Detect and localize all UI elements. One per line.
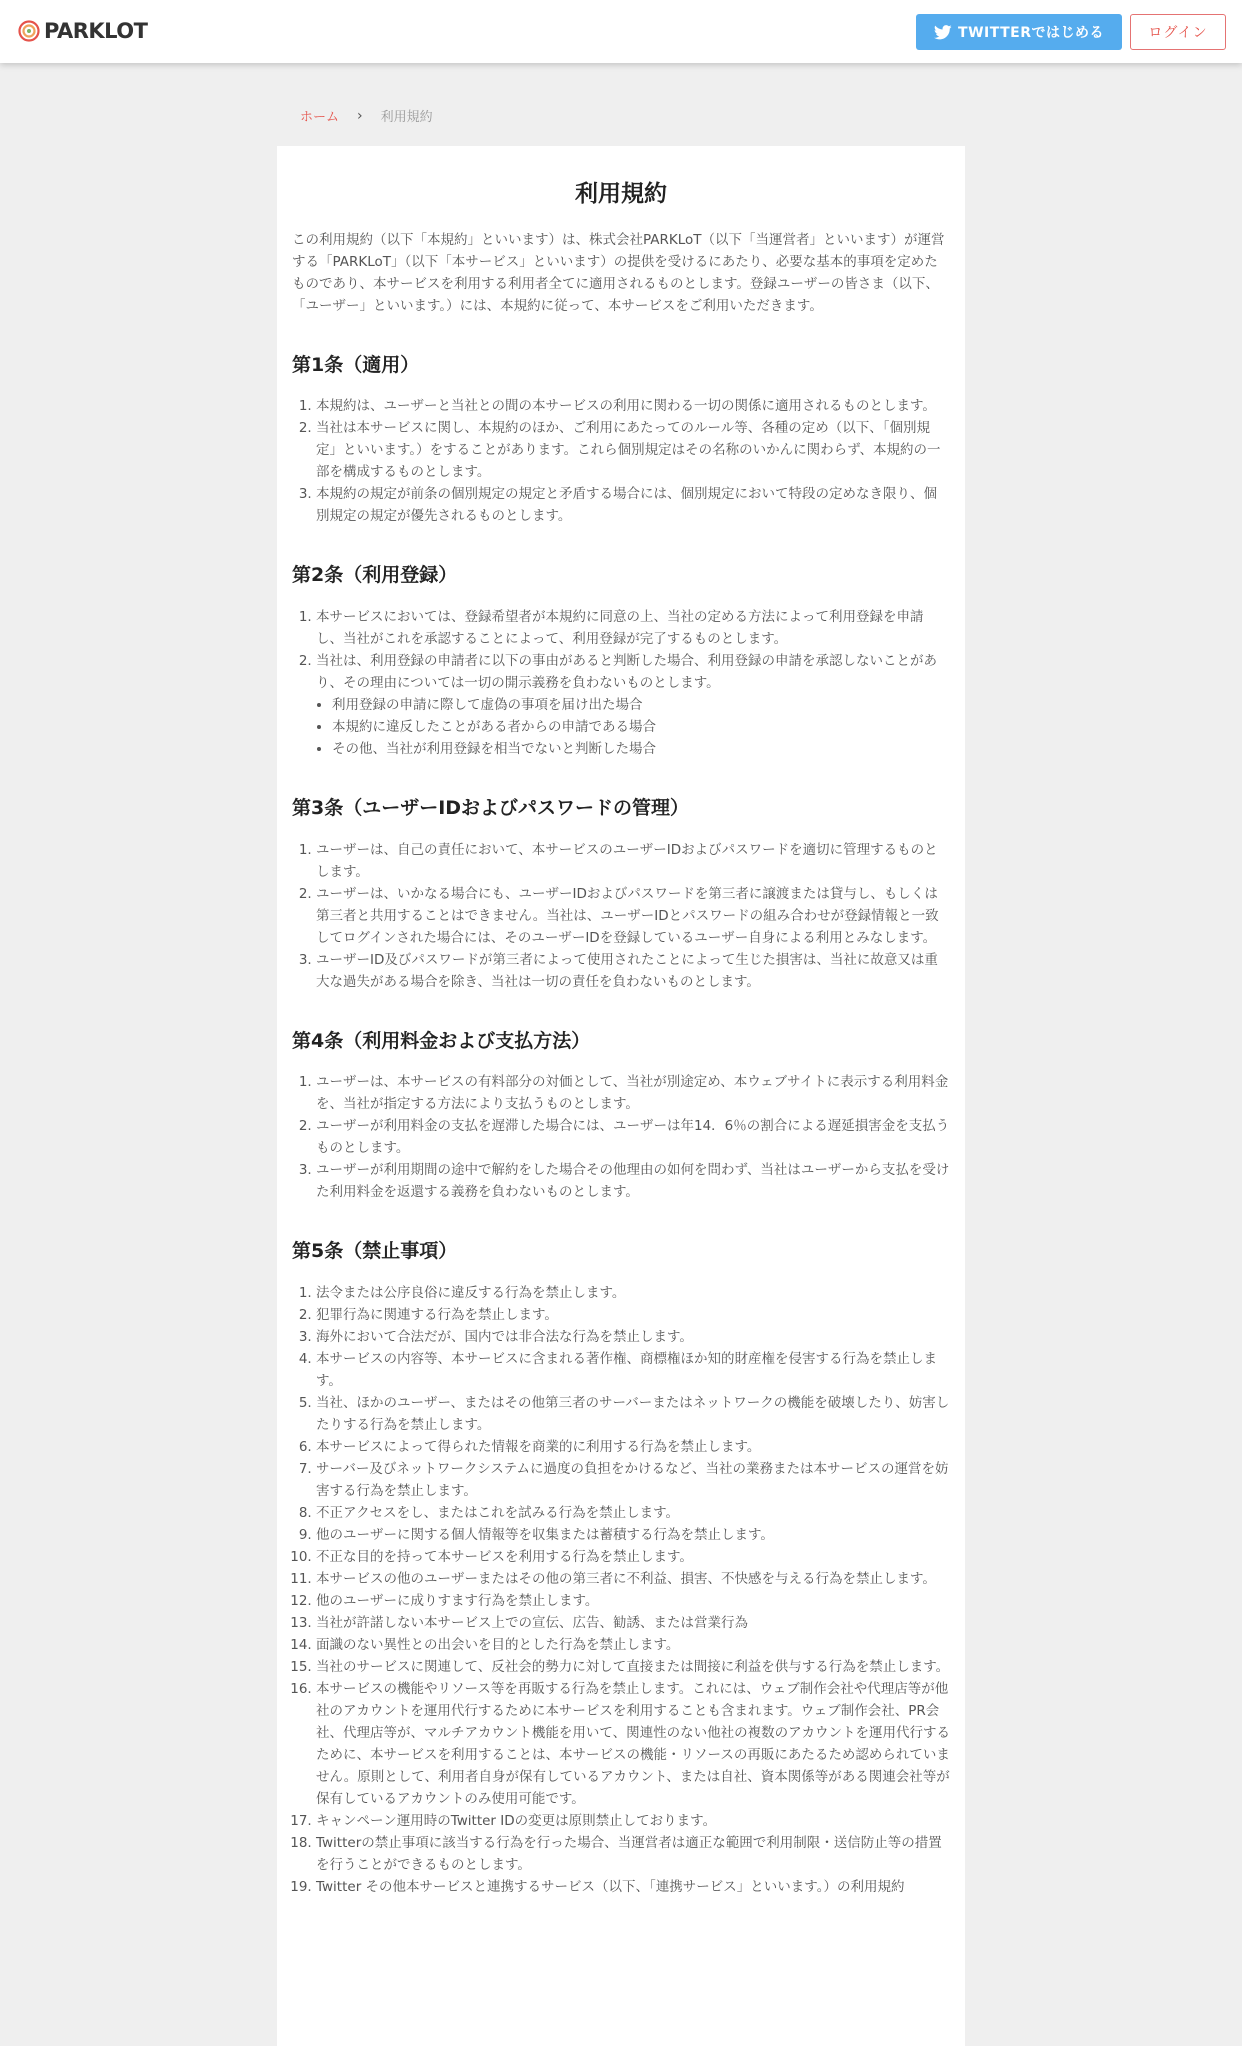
clause-item xyxy=(316,1348,950,1392)
article-heading: 第1条（適用） xyxy=(292,353,420,376)
clause-text: 面識のない異性との出会いを目的とした行為を禁止します。 xyxy=(316,1637,680,1654)
clause-item xyxy=(316,1436,950,1458)
clause-text: 犯罪行為に関連する行為を禁止します。 xyxy=(316,1307,558,1324)
clause-text: ユーザーは、本サービスの有料部分の対価として、当社が別途定め、本ウェブサイトに表示する利用料金を、当社が指定する方法により支払うものとします。 xyxy=(316,1074,949,1113)
clause-text: 当社が許諾しない本サービス上での宣伝、広告、勧誘、または営業行為 xyxy=(316,1615,748,1632)
twitter-bird-icon xyxy=(934,25,952,40)
breadcrumb-home-link[interactable]: ホーム xyxy=(300,110,340,125)
twitter-button-label: TWITTERではじめる xyxy=(958,25,1104,41)
clause-text: 当社、ほかのユーザー、またはその他第三者のサーバーまたはネットワークの機能を破壊したり、妨害したりする行為を禁止します。 xyxy=(316,1395,950,1434)
clause-text: ユーザーは、いかなる場合にも、ユーザーIDおよびパスワードを第三者に譲渡または貸与し、もしくは第三者と共用することはできません。当社は、ユーザーIDとパスワードの組み合わせが登録情報と一致してログインされた場合には、そのユーザーIDを登録しているユーザー自身による利用とみなします。 xyxy=(316,885,939,946)
clause-item xyxy=(316,650,950,760)
article-clause-list xyxy=(292,606,950,760)
clause-text: 本規約の規定が前条の個別規定の規定と矛盾する場合には、個別規定において特段の定めなき限り、個別規定の規定が優先されるものとします。 xyxy=(316,486,937,525)
clause-item xyxy=(316,1546,950,1568)
breadcrumb xyxy=(300,106,433,125)
breadcrumb-separator-icon: › xyxy=(357,107,363,124)
clause-item xyxy=(316,417,950,483)
clause-text: ユーザーID及びパスワードが第三者によって使用されたことによって生じた損害は、当社に故意又は重大な過失がある場合を除き、当社は一切の責任を負わないものとします。 xyxy=(316,951,938,990)
terms-articles xyxy=(292,353,950,1898)
clause-text: 他のユーザーに関する個人情報等を収集または蓄積する行為を禁止します。 xyxy=(316,1527,774,1544)
clause-text: 本サービスの機能やリソース等を再販する行為を禁止します。これには、ウェブ制作会社や代理店等が他社のアカウントを運用代行するために本サービスを利用することも含まれます。ウェブ制作会社、PR会社、代理店等が、マルチアカウント機能を用いて、関連性のない他社の複数のアカウントを運用代行するために、本サービスを利用することは、本サービスの機能・リソースの再販にあたるため認められていません。原則として、利用者自身が保有しているアカウント、または自社、資本関係等がある関連会社等が保有しているアカウントのみ使用可能です。 xyxy=(316,1681,950,1808)
logo-text: PARKLOT xyxy=(44,19,148,43)
terms-intro: この利用規約（以下「本規約」といいます）は、株式会社PARKLoT（以下「当運営者」といいます）が運営する「PARKLoT」（以下「本サービス」といいます）の提供を受けるにあたり、必要な基本的事項を定めたものであり、本サービスを利用する利用者全てに適用されるものとします。登録ユーザーの皆さま（以下、「ユーザー」といいます。）には、本規約に従って、本サービスをご利用いただきます。 xyxy=(292,231,945,314)
parklot-logo-icon xyxy=(18,20,40,42)
article-heading: 第4条（利用料金および支払方法） xyxy=(292,1029,591,1052)
breadcrumb-current: 利用規約 xyxy=(380,110,433,125)
clause-text: キャンペーン運用時のTwitter IDの変更は原則禁止しております。 xyxy=(316,1813,717,1830)
clause-text: ユーザーが利用期間の途中で解約をした場合その他理由の如何を問わず、当社はユーザーから支払を受けた利用料金を返還する義務を負わないものとします。 xyxy=(316,1162,950,1201)
clause-text: Twitterの禁止事項に該当する行為を行った場合、当運営者は適正な範囲で利用制限・送信防止等の措置を行うことができるものとします。 xyxy=(316,1835,942,1874)
article-clause-list xyxy=(292,839,950,993)
article-clause-list xyxy=(292,1071,950,1203)
clause-item xyxy=(316,606,950,650)
clause-text: 本サービスにおいては、登録希望者が本規約に同意の上、当社の定める方法によって利用登録を申請し、当社がこれを承認することによって、利用登録が完了するものとします。 xyxy=(316,608,924,647)
clause-text: 法令または公序良俗に違反する行為を禁止します。 xyxy=(316,1285,626,1302)
clause-text: 当社のサービスに関連して、反社会的勢力に対して直接または間接に利益を供与する行為を禁止します。 xyxy=(316,1659,950,1676)
article-section xyxy=(292,1239,950,1898)
article-clause-list xyxy=(292,1282,950,1898)
clause-item xyxy=(316,1326,950,1348)
bullet-item: • 本規約に違反したことがある者からの申請である場合 xyxy=(332,716,950,738)
site-header xyxy=(0,0,1242,63)
clause-item xyxy=(316,1524,950,1546)
clause-item xyxy=(316,883,950,949)
clause-item xyxy=(316,1810,950,1832)
clause-item xyxy=(316,1071,950,1115)
clause-item xyxy=(316,1502,950,1524)
clause-item xyxy=(316,1159,950,1203)
terms-card xyxy=(277,146,965,2046)
article-section xyxy=(292,563,950,760)
login-button[interactable]: ログイン xyxy=(1130,14,1226,50)
clause-text: 本規約は、ユーザーと当社との間の本サービスの利用に関わる一切の関係に適用されるものとします。 xyxy=(316,398,936,415)
clause-item xyxy=(316,1832,950,1876)
clause-item xyxy=(316,1590,950,1612)
clause-text: 他のユーザーに成りすます行為を禁止します。 xyxy=(316,1593,599,1610)
bullet-item: • その他、当社が利用登録を相当でないと判断した場合 xyxy=(332,738,950,760)
clause-item xyxy=(316,1568,950,1590)
page-title: 利用規約 xyxy=(575,181,667,207)
clause-text: 不正な目的を持って本サービスを利用する行為を禁止します。 xyxy=(316,1549,693,1566)
clause-item xyxy=(316,395,950,417)
parklot-logo[interactable] xyxy=(18,18,147,44)
clause-text: 海外において合法だが、国内では非合法な行為を禁止します。 xyxy=(316,1329,693,1346)
article-heading: 第5条（禁止事項） xyxy=(292,1240,458,1263)
clause-text: 本サービスによって得られた情報を商業的に利用する行為を禁止します。 xyxy=(316,1439,761,1456)
clause-text: サーバー及びネットワークシステムに過度の負担をかけるなど、当社の業務または本サービスの運営を妨害する行為を禁止します。 xyxy=(316,1461,949,1500)
clause-item xyxy=(316,1876,950,1898)
clause-text: Twitter その他本サービスと連携するサービス（以下、「連携サービス」といいます。）の利用規約 xyxy=(316,1879,905,1896)
clause-text: 当社は本サービスに関し、本規約のほか、ご利用にあたってのルール等、各種の定め（以下、「個別規定」といいます。）をすることがあります。これら個別規定はその名称のいかんに関わらず、本規約の一部を構成するものとします。 xyxy=(316,420,941,481)
twitter-signup-button[interactable] xyxy=(916,14,1122,50)
clause-item xyxy=(316,1458,950,1502)
clause-item xyxy=(316,1656,950,1678)
clause-item xyxy=(316,839,950,883)
clause-item xyxy=(316,1612,950,1634)
clause-text: ユーザーは、自己の責任において、本サービスのユーザーIDおよびパスワードを適切に管理するものとします。 xyxy=(316,841,938,880)
clause-item xyxy=(316,1392,950,1436)
article-section xyxy=(292,353,950,528)
clause-item xyxy=(316,1282,950,1304)
clause-bullet-list xyxy=(316,694,950,760)
clause-text: 当社は、利用登録の申請者に以下の事由があると判断した場合、利用登録の申請を承認しないことがあり、その理由については一切の開示義務を負わないものとします。 xyxy=(316,652,937,691)
clause-item xyxy=(316,1634,950,1656)
article-section xyxy=(292,796,950,993)
article-heading: 第3条（ユーザーIDおよびパスワードの管理） xyxy=(292,796,690,819)
clause-item xyxy=(316,949,950,993)
clause-text: 不正アクセスをし、またはこれを試みる行為を禁止します。 xyxy=(316,1505,680,1522)
clause-text: ユーザーが利用料金の支払を遅滞した場合には、ユーザーは年14．6％の割合による遅延損害金を支払うものとします。 xyxy=(316,1118,950,1157)
clause-text: 本サービスの内容等、本サービスに含まれる著作権、商標権ほか知的財産権を侵害する行為を禁止します。 xyxy=(316,1351,937,1390)
article-section xyxy=(292,1029,950,1204)
article-clause-list xyxy=(292,395,950,527)
clause-item xyxy=(316,483,950,527)
clause-item xyxy=(316,1678,950,1810)
bullet-item: • 利用登録の申請に際して虚偽の事項を届け出た場合 xyxy=(332,694,950,716)
clause-text: 本サービスの他のユーザーまたはその他の第三者に不利益、損害、不快感を与える行為を禁止します。 xyxy=(316,1571,936,1588)
article-heading: 第2条（利用登録） xyxy=(292,564,458,587)
clause-item xyxy=(316,1115,950,1159)
clause-item xyxy=(316,1304,950,1326)
